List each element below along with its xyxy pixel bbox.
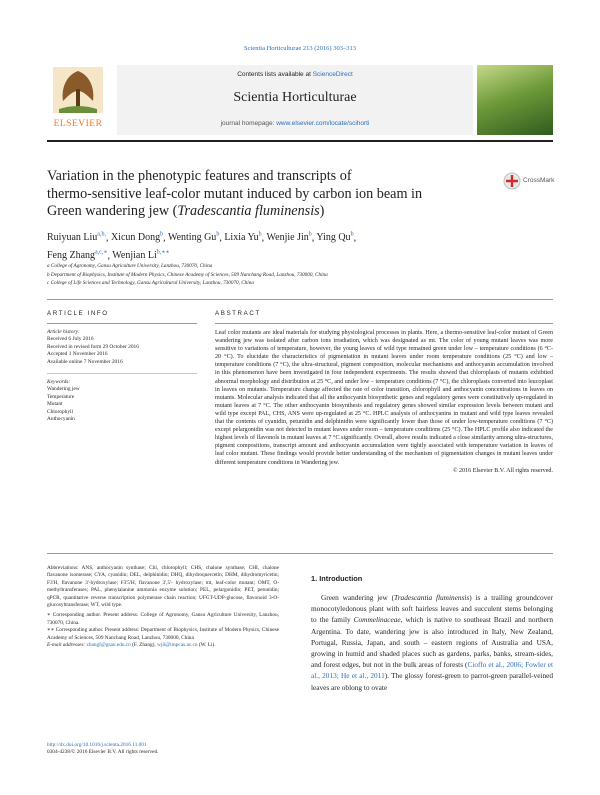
author-affiliation-mark[interactable]: b: [350, 232, 354, 238]
intro-text: Green wandering jew (: [321, 593, 395, 602]
corresponding-author-1: ∗ Corresponding author. Present address: College of Agronomy, Gansu Agriculture University, Lanzhou, 730070, China.: [47, 612, 279, 626]
masthead-rule: [47, 140, 553, 142]
author-affiliation-mark[interactable]: b: [216, 232, 220, 238]
author[interactable]: [112, 250, 169, 261]
footnotes: [47, 565, 279, 649]
author[interactable]: [111, 232, 163, 243]
history-label: Article history:: [47, 329, 80, 335]
email-addresses: [47, 642, 279, 649]
history-online: Available online 7 November 2016: [47, 358, 123, 365]
author-affiliation-mark[interactable]: b: [258, 232, 262, 238]
affiliation-a: a College of Agronomy, Gansu Agriculture University, Lanzhou, 730070, China: [47, 263, 213, 269]
title-line-2: thermo-sensitive leaf-color mutant induced by carbon ion beam in: [47, 185, 423, 202]
author-affiliation-mark[interactable]: b,∗∗: [156, 249, 170, 256]
affiliation-c: c College of Life Sciences and Technology, Gansu Agricultural University, Lanzhou, 730070, China: [47, 280, 254, 286]
author-name: Ying Qu: [316, 232, 351, 244]
author-name: Feng Zhang: [47, 250, 96, 262]
abbreviations-footnote: Abbreviations: ANS, anthocyanin synthase; Chl, chlorophyll; CHS, chalone synthase; CHI, chalone flavanone isomerase; CYA, cyanidin; DEL, delphinidin; DHQ, dihydroquercetin; DHM, dihydromyricetin; F3'H, flavanone 3'-hydroxylase; F3'5'H, flavanone 3',5'- hydroxylase; mt, leaf-color mutant; OMT, O-methyltransferases; PAL, phenylalanine ammonia enzyme solution; PEL, pelargonidin; PET, petunidin; qPCR, quantitative reverse transcription polymerase chain reaction; UFGT-UDP-glucose, flavonoid 3-O-glucosyltransferase; WT, wild type.: [47, 565, 279, 609]
sciencedirect-link[interactable]: ScienceDirect: [312, 71, 353, 78]
keyword-item: Temperature: [47, 393, 75, 400]
history-received: Received 6 July 2016: [47, 336, 94, 343]
affiliation-b: b Department of Biophysics, Institute of Modern Physics, Chinese Academy of Sciences, 509 Nanchang Road, Lanzhou, 730000, China: [47, 271, 328, 278]
abstract-column: [215, 310, 553, 474]
header-divider: [47, 299, 553, 300]
author[interactable]: [316, 232, 353, 243]
email-owner: (F. Zhang),: [130, 642, 158, 649]
introduction-heading: 1. Introduction: [311, 574, 363, 583]
rights-statement: 0304-4238/© 2016 Elsevier B.V. All rights reserved.: [47, 749, 159, 756]
citation-link[interactable]: Cioffo et al., 2006; Fowler et al., 2013; He et al., 2011: [311, 660, 553, 681]
email-label: E-mail addresses:: [47, 642, 86, 649]
journal-title: Scientia Horticulturae: [233, 90, 357, 105]
abstract-bottom-rule: [47, 553, 553, 554]
crossmark-icon: [503, 172, 521, 190]
keyword-item: Mutant: [47, 401, 63, 408]
contents-prefix: Contents lists available at: [237, 71, 313, 78]
doi-block: [47, 742, 287, 757]
author-affiliation-mark[interactable]: b: [160, 232, 164, 238]
elsevier-logo[interactable]: [47, 65, 109, 135]
intro-text: ) is a trailing groundcover monocotyledonous plant with soft hairless leaves and succulent stems belonging to the family: [311, 593, 553, 625]
article-title: [47, 168, 487, 221]
contents-line: [117, 71, 473, 78]
author-name: Lixia Yu: [224, 232, 259, 244]
article-info-rule: [47, 323, 197, 324]
author-affiliation-mark[interactable]: a,b,: [97, 232, 106, 238]
author[interactable]: [47, 232, 106, 243]
title-line-3-end: ): [319, 203, 325, 219]
journal-homepage: [117, 120, 473, 127]
intro-species-name: Tradescantia fluminensis: [394, 593, 470, 602]
title-species-name: Tradescantia fluminensis: [177, 203, 320, 219]
title-line-3: [47, 203, 487, 221]
email-owner: (W. Li).: [197, 642, 216, 649]
title-line-3-text: Green wandering jew (: [47, 203, 178, 219]
journal-cover-image: [477, 65, 553, 135]
article-info-column: [47, 310, 197, 423]
journal-info-box: [117, 65, 473, 135]
email-link[interactable]: wjli@impcas.ac.cn: [157, 642, 198, 649]
crossmark-badge[interactable]: [503, 172, 563, 192]
crossmark-label: CrossMark: [523, 177, 555, 184]
author-name: Wenjian Li: [112, 250, 157, 262]
author-list: Ruiyuan Liu$^{a,b,}$, Xicun Dong$^b$, Wenting Gu$^b$, Lixia Yu$^b$, Wenjie Jin$^b$, Ying Qu$^b$, Feng Zhang$^{a,c,∗}$, Wenjian $Li^{b,∗∗}$: [47, 232, 357, 262]
keyword-item: Anthocyanin: [47, 416, 75, 423]
abstract-copyright: © 2016 Elsevier B.V. All rights reserved.: [452, 467, 553, 474]
history-accepted: Accepted 1 November 2016: [47, 351, 108, 358]
abstract-heading: ABSTRACT: [215, 310, 261, 317]
abstract-rule: [215, 323, 553, 324]
author-affiliation-mark[interactable]: b: [308, 232, 312, 238]
homepage-link[interactable]: www.elsevier.com/locate/scihorti: [276, 120, 370, 127]
author-name: Wenjie Jin: [266, 232, 309, 244]
article-history: [47, 329, 197, 366]
intro-text: , which is native to southeast Brazil and northern Argentina. To date, wandering jew is also introduced in Italy, New Zealand, Portugal, Russia, Japan, and south – eastern regions of Australia and USA, growing in humid and shaded places such as gardens, parks, banks, stream-sides, and forest edges, but not in the bulk areas of forests (: [311, 615, 553, 670]
introduction-body: [311, 592, 553, 693]
author-affiliation-mark[interactable]: a,c,∗: [95, 249, 108, 256]
keywords-rule: [47, 373, 197, 374]
history-revised: Received in revised form 29 October 2016: [47, 343, 139, 350]
title-line-1: Variation in the phenotypic features and transcripts of: [47, 168, 352, 184]
affiliations: [47, 262, 553, 288]
author[interactable]: [168, 232, 219, 243]
author-name: Xicun Dong: [110, 232, 161, 244]
keyword-item: Chlorophyll: [47, 408, 74, 415]
author[interactable]: [267, 232, 312, 243]
author[interactable]: [47, 250, 107, 261]
intro-family-name: Commelinaceae: [353, 615, 401, 625]
keywords: [47, 379, 197, 423]
abstract-body: Leaf color mutants are ideal materials for studying physiological processes in plants. Here, a thermo-sensitive leaf-color mutant of Green wandering jew was isolated after carbon ions irradiation, which was designated as mt. The color of young mutant leaves was more sensitive to variations of temperature, however, the young leaves of wild type remained green under low – temperature conditions (6 °C-20 °C). To elucidate the characteristics of pigmentation in mutant leaves under room temperature conditions (25 °C) and low – temperature conditions (7 °C), the ultra-structural, pigment composition, molecular mechanisms and anthocyanin accumulation involved in this phenomenon have been investigated in four independent experiments. The results showed that chloroplasts of mutants exhibited abnormal morphology and distribution at 25 °C, and under low – temperature conditions (7 °C), the chloroplasts converted into leucoplast in leaves on mutants. Temperature change affected the rate of color transition, chlorophyll and anthocyanin concentrations in leaves on mutants. Molecular analysis indicated that all the anthocyanin biosynthetic genes and regulatory genes were constitutively up-regulated in mutant leaves at 7 °C. The other anthocyanin biosynthesis and regulatory genes showed similar expression levels between mutant and wild type except PAL, CHS, ANS were up-regulated at 25 °C. HPLC analysis of anthocyanins in mutant and wild type leaves revealed that the contents of cyanidin, petunidin and delphinidin were significantly lower than those of under low-temperature conditions (7 °C) except pelargonidin was not detected in mutant leaves under room – temperature conditions (25 °C). The HPLC profile also indicated the highest levels of flavonols in mutant leaves at 7 °C significantly. Overall, above results indicated a close similarity among ultra-structures, pigment compositions, transcript amount and anthocyanin accumulation were tightly associated with temperature variation in leaves of leaf color mutant. These findings would provide better understanding of the mechanism of pigmentation changes in mutant leaves under different temperature conditions in Wandering jew.: [215, 330, 553, 466]
intro-text: ). The glossy forest-green to parrot-green parallel-veined leaves are oblong to ovate: [311, 671, 553, 692]
author-name: Wenting Gu: [167, 232, 217, 244]
doi-link[interactable]: http://dx.doi.org/10.1016/j.scienta.2016.11.001: [47, 742, 147, 748]
corresponding-author-2: ∗∗ Corresponding author. Present address: Department of Biophysics, Institute of Modern Physics, Chinese Academy of Sciences, 509 Nanchang Road, Lanzhou, 730000, China: [47, 627, 279, 641]
article-info-heading: ARTICLE INFO: [47, 310, 109, 317]
keywords-label: Keywords:: [47, 379, 71, 386]
author-name: Ruiyuan Liu: [47, 232, 98, 244]
email-link[interactable]: zhangf@gsau.edu.cn: [86, 642, 131, 649]
elsevier-wordmark: ELSEVIER: [53, 119, 103, 129]
journal-citation[interactable]: Scientia Horticulturae 213 (2016) 303–313: [244, 45, 356, 52]
author[interactable]: [224, 232, 261, 243]
journal-masthead: [47, 65, 553, 135]
homepage-label: journal homepage:: [220, 120, 277, 127]
keyword-item: Wandering jew: [47, 386, 80, 393]
